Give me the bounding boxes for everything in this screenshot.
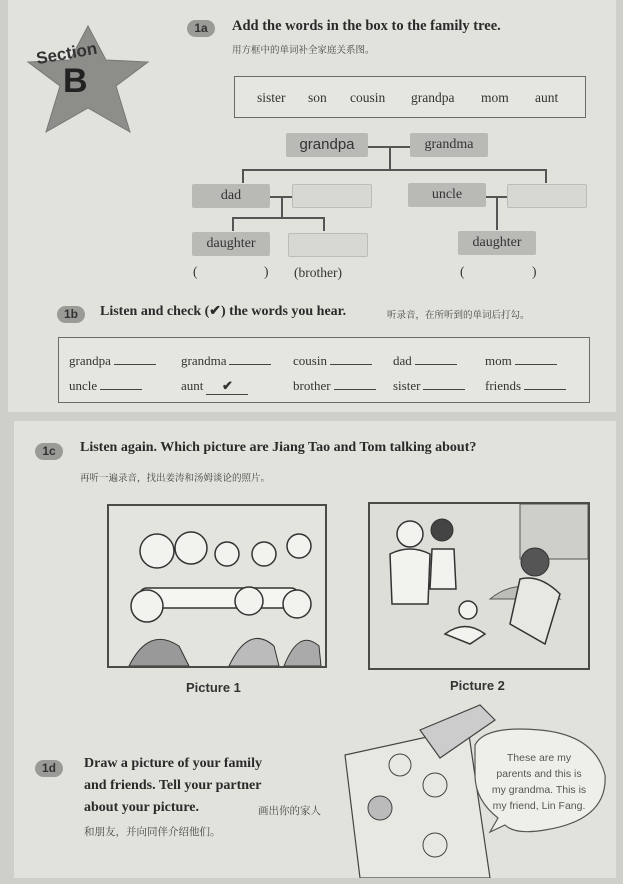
exercise-1d-badge: 1d: [35, 760, 63, 777]
check-mark: ✔: [206, 378, 248, 395]
tree-line: [242, 169, 546, 171]
check-item: uncle: [69, 378, 142, 394]
check-item: cousin: [293, 353, 372, 369]
tree-blank-1: [292, 184, 372, 208]
picture-2[interactable]: [368, 502, 590, 670]
word-box: [234, 76, 586, 118]
tree-grandma: grandma: [410, 133, 488, 157]
picture-1-caption: Picture 1: [186, 680, 241, 695]
paren-open-1: (: [193, 264, 198, 279]
exercise-1c-title: Listen again. Which picture are Jiang Tao and Tom talking about?: [80, 440, 477, 455]
family-dinner-illustration: [109, 506, 325, 666]
paren-open-2: (: [460, 264, 465, 279]
exercise-1c-badge: 1c: [35, 443, 63, 460]
exercise-1a-badge: 1a: [187, 20, 215, 37]
tree-line: [496, 196, 498, 230]
tree-line: [545, 169, 547, 183]
section-letter: B: [63, 62, 88, 100]
exercise-1d-line2: and friends. Tell your partner: [84, 778, 262, 793]
word-sister: sister: [257, 90, 286, 105]
picture-1[interactable]: [107, 504, 327, 668]
check-item: brother: [293, 378, 376, 394]
check-item: grandma: [181, 353, 271, 369]
tree-line: [389, 146, 391, 170]
exercise-1a-title: Add the words in the box to the family tree.: [232, 18, 501, 34]
section-word: Section: [34, 38, 99, 69]
speech-bubble-text: These are my parents and this is my grandma. This is my friend, Lin Fang.: [491, 752, 587, 812]
tree-uncle: uncle: [408, 183, 486, 207]
exercise-1d-line1: Draw a picture of your family: [84, 756, 262, 771]
word-son: son: [308, 90, 327, 105]
check-item: sister: [393, 378, 465, 394]
tree-line: [281, 196, 283, 218]
word-mom: mom: [481, 90, 509, 105]
check-item: dad: [393, 353, 457, 369]
tree-blank-2: [507, 184, 587, 208]
tree-line: [242, 169, 244, 183]
paren-close-2: ): [532, 264, 537, 279]
exercise-1b-title: Listen and check (✔) the words you hear.: [100, 304, 347, 319]
exercise-1d-cn1: 画出你的家人: [258, 806, 321, 817]
tree-daughter-1: daughter: [192, 232, 270, 256]
check-item: grandpa: [69, 353, 156, 369]
exercise-1b-badge: 1b: [57, 306, 85, 323]
tree-line: [232, 217, 234, 231]
exercise-1d-cn2: 和朋友，并向同伴介绍他们。: [84, 827, 221, 838]
check-item: mom: [485, 353, 557, 369]
tree-line: [232, 217, 324, 219]
tree-grandpa: grandpa: [286, 133, 368, 157]
tree-blank-3: [288, 233, 368, 257]
exercise-1c-subtitle: 再听一遍录音，找出姜涛和汤姆谈论的照片。: [80, 474, 271, 484]
word-cousin: cousin: [350, 90, 386, 105]
check-item: aunt ✔: [181, 378, 248, 395]
tree-daughter-2: daughter: [458, 231, 536, 255]
exercise-1a-subtitle: 用方框中的单词补全家庭关系图。: [232, 46, 375, 56]
word-grandpa: grandpa: [411, 90, 455, 105]
park-illustration: [370, 504, 588, 668]
tree-line: [323, 217, 325, 231]
word-aunt: aunt: [535, 90, 559, 105]
tree-dad: dad: [192, 184, 270, 208]
picture-2-caption: Picture 2: [450, 678, 505, 693]
exercise-1d-line3: about your picture.: [84, 800, 199, 815]
check-item: friends: [485, 378, 566, 394]
exercise-1b-subtitle: 听录音，在所听到的单词后打勾。: [387, 311, 530, 321]
brother-label: (brother): [294, 265, 342, 280]
paren-close-1: ): [264, 264, 269, 279]
